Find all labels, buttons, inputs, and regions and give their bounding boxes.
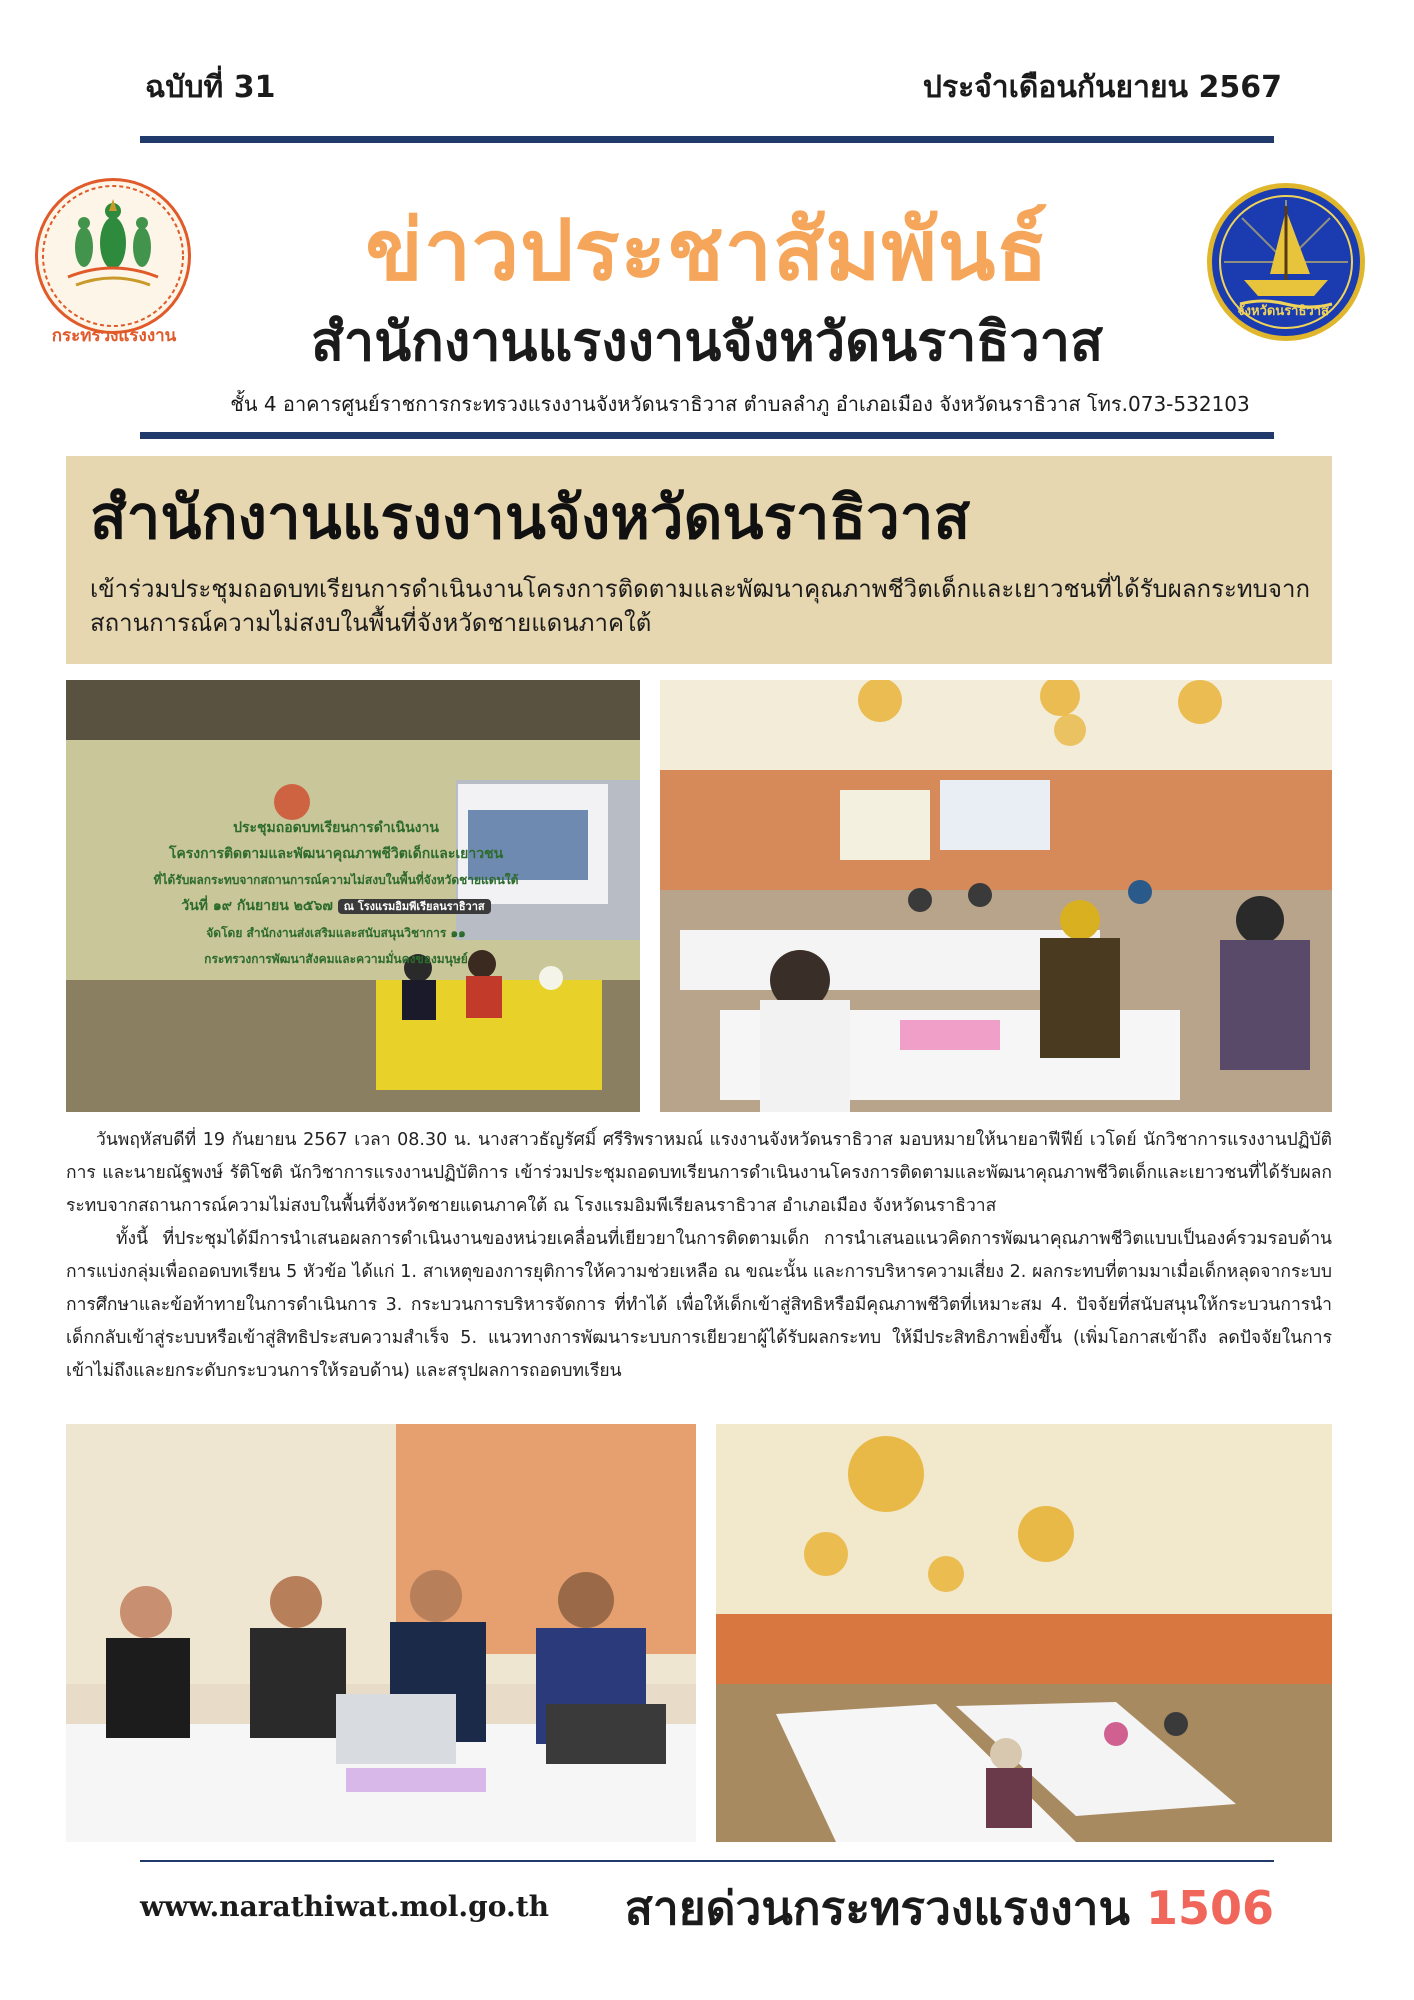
article-body — [66, 1124, 1332, 1388]
photo-hall-illustration — [716, 1424, 1332, 1842]
photo-stage — [66, 680, 640, 1112]
hotline-number[interactable]: 1506 — [1145, 1881, 1274, 1935]
hotline — [625, 1872, 1274, 1945]
ministry-seal-icon — [38, 181, 188, 331]
top-rule — [140, 136, 1274, 143]
backdrop-line-5: จัดโดย สำนักงานส่งเสริมและสนับสนุนวิชาการ ๑๑ — [206, 926, 466, 940]
article-paragraph-2: ทั้งนี้ ที่ประชุมได้มีการนำเสนอผลการดำเนินงานของหน่วยเคลื่อนที่เยียวยาในการติดตามเด็ก การนำเสนอแนวคิดการพัฒนาคุณภาพชีวิตแบบเป็นองค์รวมรอบด้าน การแบ่งกลุ่มเพื่อถอดบทเรียน 5 หัวข้อ ได้แก่ 1. สาเหตุของการยุติการให้ความช่วยเหลือ ณ ขณะนั้น และการบริหารความเสี่ยง 2. ผลกระทบที่ตามมาเมื่อเด็กหลุดจากระบบการศึกษาและข้อท้าทายในการดำเนินการ 3. กระบวนการบริหารจัดการ ที่ทำได้ เพื่อให้เด็กเข้าสู่สิทธิหรือมีคุณภาพชีวิตที่เหมาะสม 4. ปัจจัยที่สนับสนุนให้กระบวนการนำเด็กกลับเข้าสู่ระบบหรือเข้าสู่สิทธิประสบความสำเร็จ 5. แนวทางการพัฒนาระบบการเยียวยาผู้ได้รับผลกระทบ ให้มีประสิทธิภาพยิ่งขึ้น (เพิ่มโอกาสเข้าถึง ลดปัจจัยในการเข้าไม่ถึงและยกระดับกระบวนการให้รอบด้าน) และสรุปผลการถอดบทเรียน — [66, 1229, 1332, 1381]
backdrop-line-1: ประชุมถอดบทเรียนการดำเนินงาน — [233, 820, 439, 836]
banner-title: สำนักงานแรงงานจังหวัดนราธิวาส — [90, 483, 971, 553]
office-name: สำนักงานแรงงานจังหวัดนราธิวาส — [310, 310, 1104, 373]
backdrop-line-6: กระทรวงการพัฒนาสังคมและความมั่นคงของมนุษย์ — [204, 952, 468, 966]
footer-rule — [140, 1860, 1274, 1862]
backdrop-venue: ณ โรงแรมอิมพีเรียลนราธิวาส — [338, 899, 491, 914]
province-logo-text: จังหวัดนราธิวาส — [1237, 304, 1329, 319]
photo-attendees — [66, 1424, 696, 1842]
backdrop-line-2: โครงการติดตามและพัฒนาคุณภาพชีวิตเด็กและเยาวชน — [168, 846, 504, 862]
backdrop-date: วันที่ ๑๙ กันยายน ๒๕๖๗ — [181, 898, 333, 914]
photo-hall — [716, 1424, 1332, 1842]
issue-number: ฉบับที่ 31 — [145, 70, 276, 105]
backdrop-line-3: ที่ได้รับผลกระทบจากสถานการณ์ความไม่สงบในพื้นที่จังหวัดชายแดนใต้ — [153, 873, 519, 887]
header-rule-bottom — [140, 432, 1274, 439]
newsletter-title: ข่าวประชาสัมพันธ์ — [365, 201, 1049, 299]
office-address: ชั้น 4 อาคารศูนย์ราชการกระทรวงแรงงานจังหวัดนราธิวาส ตำบลลำภู อำเภอเมือง จังหวัดนราธิวาส โทร.073-532103 — [230, 392, 1250, 416]
hotline-label: สายด่วนกระทรวงแรงงาน — [624, 1881, 1130, 1935]
banner-subtitle: เข้าร่วมประชุมถอดบทเรียนการดำเนินงานโครงการติดตามและพัฒนาคุณภาพชีวิตเด็กและเยาวชนที่ได้รับผลกระทบจากสถานการณ์ความไม่สงบในพื้นที่จังหวัดชายแดนภาคใต้ — [90, 575, 1310, 637]
photo-meeting-room — [660, 680, 1332, 1112]
backdrop-line-4 — [136, 893, 536, 920]
article-paragraph-1: วันพฤหัสบดีที่ 19 กันยายน 2567 เวลา 08.30 น. นางสาวธัญรัศมิ์ ศรีริพราหมณ์ แรงงานจังหวัดนราธิวาส มอบหมายให้นายอาฟีฟีย์ เวโดย์ นักวิชาการแรงงานปฏิบัติการ และนายณัฐพงษ์ รัติโชติ นักวิชาการแรงงานปฏิบัติการ เข้าร่วมประชุมถอดบทเรียนการดำเนินงานโครงการติดตามและพัฒนาคุณภาพชีวิตเด็กและเยาวชนที่ได้รับผลกระทบจากสถานการณ์ความไม่สงบในพื้นที่จังหวัดชายแดนภาคใต้ ณ โรงแรมอิมพีเรียลนราธิวาส อำเภอเมือง จังหวัดนราธิวาส — [66, 1130, 1332, 1216]
ministry-logo — [35, 178, 191, 334]
photo-attendees-illustration — [66, 1424, 696, 1842]
ministry-logo-text: กระทรวงแรงงาน — [51, 326, 177, 346]
issue-month: ประจำเดือนกันยายน 2567 — [922, 70, 1282, 105]
photo-meeting-room-illustration — [660, 680, 1332, 1112]
website-link[interactable]: www.narathiwat.mol.go.th — [140, 1890, 549, 1923]
